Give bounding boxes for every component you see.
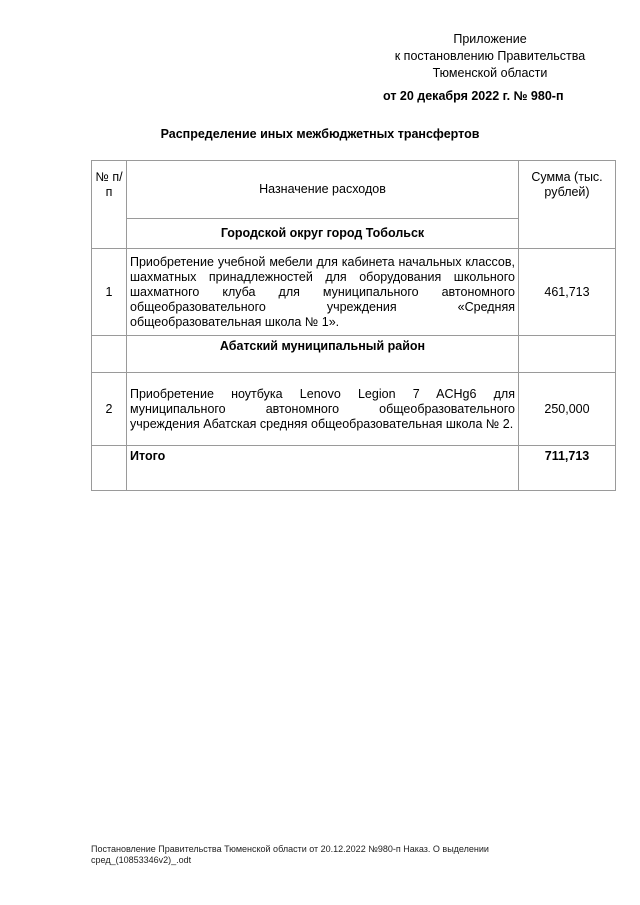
document-title: Распределение иных межбюджетных трансфертов	[160, 127, 480, 141]
table-header-row	[92, 161, 616, 219]
section-row	[92, 336, 616, 373]
appendix-line-resolution: к постановлению Правительства	[394, 49, 586, 63]
appendix-line-region: Тюменской области	[432, 66, 548, 80]
row-sum: 461,713	[519, 249, 616, 336]
total-row	[92, 446, 616, 491]
appendix-header	[360, 31, 620, 82]
total-label: Итого	[127, 446, 519, 491]
header-num: № п/п	[92, 161, 127, 249]
header-purpose: Назначение расходов	[127, 161, 519, 219]
row-purpose: Приобретение ноутбука Lenovo Legion 7 ACHg6 для муниципального автономного общеобразовательного учреждения Абатская средняя общеобразовательная школа № 2.	[127, 373, 519, 446]
total-sum: 711,713	[519, 446, 616, 491]
row-num: 1	[92, 249, 127, 336]
document-footer: Постановление Правительства Тюменской области от 20.12.2022 №980-п Наказ. О выделении сред_(10853346v2)_.odt	[91, 844, 489, 865]
table-row	[92, 249, 616, 336]
section-name: Городской округ город Тобольск	[127, 219, 519, 249]
resolution-date-number: от 20 декабря 2022 г. № 980-п	[383, 89, 564, 103]
transfers-table	[91, 160, 616, 491]
table-row	[92, 373, 616, 446]
row-sum: 250,000	[519, 373, 616, 446]
appendix-label: Приложение	[453, 32, 527, 46]
row-num: 2	[92, 373, 127, 446]
section-name: Абатский муниципальный район	[127, 336, 519, 373]
header-sum: Сумма (тыс. рублей)	[519, 161, 616, 249]
row-purpose: Приобретение учебной мебели для кабинета начальных классов, шахматных принадлежностей для оборудования школьного шахматного клуба для муниципального автономного общеобразовательного учреждения «Средняя общеобразовательная школа № 1».	[127, 249, 519, 336]
